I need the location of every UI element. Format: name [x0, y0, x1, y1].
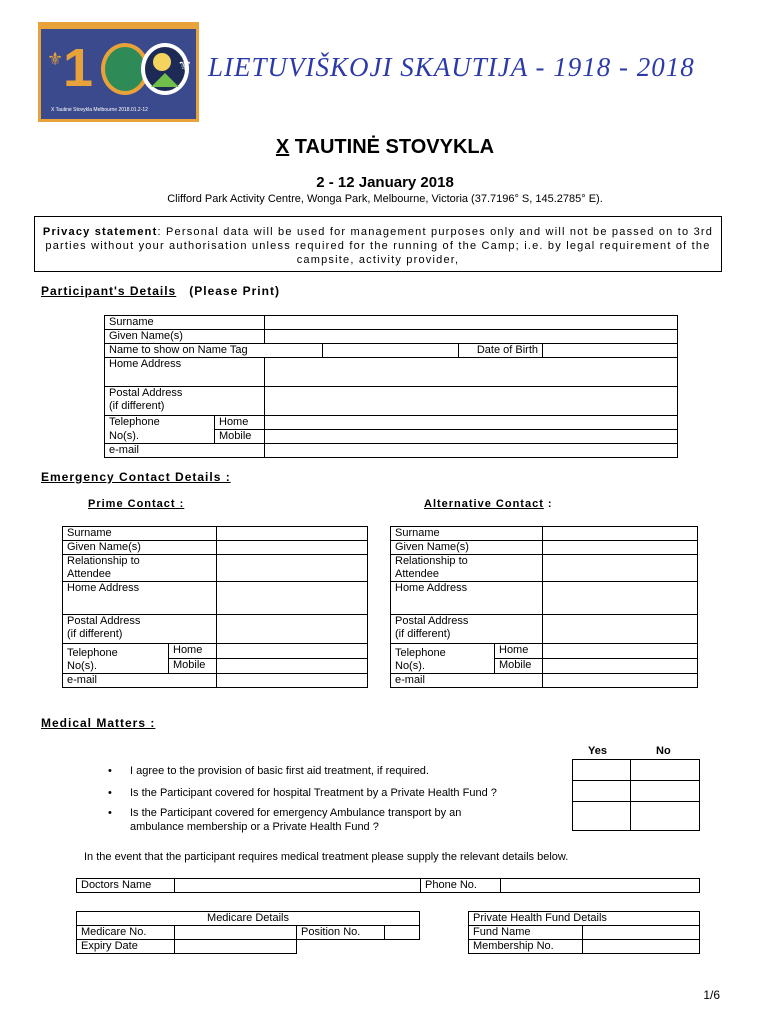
q3-yes-box[interactable]	[573, 802, 631, 831]
name-tag-label: Name to show on Name Tag	[105, 344, 323, 358]
prime-relationship-field[interactable]	[217, 555, 368, 582]
alt-relationship-field[interactable]	[543, 555, 698, 582]
phone-no-field[interactable]	[501, 879, 700, 893]
prime-address-field[interactable]	[217, 582, 368, 615]
prime-mobile-field[interactable]	[217, 659, 368, 674]
membership-no-label: Membership No.	[469, 940, 583, 954]
prime-surname-label: Surname	[63, 527, 217, 541]
no-column-label: No	[656, 745, 671, 757]
prime-home-field[interactable]	[217, 644, 368, 659]
dob-field[interactable]	[543, 344, 678, 358]
alt-email-field[interactable]	[543, 674, 698, 688]
yes-no-table	[572, 759, 700, 831]
yes-column-label: Yes	[588, 745, 607, 757]
privacy-label: Privacy statement	[42, 226, 158, 238]
surname-field[interactable]	[265, 316, 678, 330]
doctor-table	[76, 878, 700, 893]
private-fund-label: Private Health Fund Details	[469, 912, 700, 926]
fund-name-field[interactable]	[583, 926, 700, 940]
page-number: 1/6	[703, 988, 720, 1002]
question-first-aid: • I agree to the provision of basic first aid treatment, if required.	[108, 765, 429, 777]
privacy-statement	[34, 216, 722, 272]
given-names-label: Given Name(s)	[105, 330, 265, 344]
q1-yes-box[interactable]	[573, 760, 631, 781]
prime-postal-label: Postal Address (if different)	[63, 615, 217, 644]
dob-label: Date of Birth	[459, 344, 543, 358]
alt-surname-field[interactable]	[543, 527, 698, 541]
alt-relationship-label: Relationship to Attendee	[391, 555, 543, 582]
alt-postal-label: Postal Address (if different)	[391, 615, 543, 644]
prime-contact-heading: Prime Contact :	[88, 498, 185, 510]
question-ambulance-cover: • Is the Participant covered for emergency Ambulance transport by an ambulance membership or a Private Health Fund ?	[108, 807, 462, 833]
name-tag-field[interactable]	[323, 344, 459, 358]
alternative-contact-heading: Alternative Contact :	[424, 498, 553, 510]
alt-email-label: e-mail	[391, 674, 543, 688]
doctors-name-field[interactable]	[175, 879, 421, 893]
alt-home-field[interactable]	[543, 644, 698, 659]
medicare-details-label: Medicare Details	[77, 912, 420, 926]
q1-no-box[interactable]	[631, 760, 700, 781]
emergency-heading: Emergency Contact Details :	[41, 470, 231, 484]
participant-heading: Participant's Details (Please Print)	[41, 284, 280, 298]
telephone-label-2: No(s).	[105, 430, 215, 444]
alt-telephone-label: Telephone No(s).	[391, 644, 495, 674]
tent-icon	[151, 73, 179, 87]
prime-email-label: e-mail	[63, 674, 217, 688]
home-address-label: Home Address	[105, 358, 265, 387]
page-title: LIETUVIŠKOJI SKAUTIJA - 1918 - 2018	[208, 52, 695, 82]
alt-address-label: Home Address	[391, 582, 543, 615]
alt-surname-label: Surname	[391, 527, 543, 541]
fund-name-label: Fund Name	[469, 926, 583, 940]
camp-name	[0, 136, 770, 159]
mobile-label: Mobile	[215, 430, 265, 444]
email-label: e-mail	[105, 444, 265, 458]
alt-mobile-field[interactable]	[543, 659, 698, 674]
phone-no-label: Phone No.	[421, 879, 501, 893]
alternative-contact-table	[390, 526, 698, 688]
fleur-de-lis-icon: ⚜	[47, 49, 64, 69]
camp-venue: Clifford Park Activity Centre, Wonga Park, Melbourne, Victoria (37.7196° S, 145.2785° E).	[167, 193, 603, 205]
alt-given-label: Given Name(s)	[391, 541, 543, 555]
home-phone-field[interactable]	[265, 416, 678, 430]
given-names-field[interactable]	[265, 330, 678, 344]
position-no-field[interactable]	[385, 926, 420, 940]
prime-address-label: Home Address	[63, 582, 217, 615]
position-no-label: Position No.	[297, 926, 385, 940]
q2-no-box[interactable]	[631, 781, 700, 802]
prime-postal-field[interactable]	[217, 615, 368, 644]
participant-table	[104, 315, 678, 458]
alt-mobile-label: Mobile	[495, 659, 543, 674]
medicare-no-label: Medicare No.	[77, 926, 175, 940]
doctors-name-label: Doctors Name	[77, 879, 175, 893]
mobile-field[interactable]	[265, 430, 678, 444]
q2-yes-box[interactable]	[573, 781, 631, 802]
medicare-table	[76, 911, 420, 954]
expiry-date-label: Expiry Date	[77, 940, 175, 954]
logo-caption: X Tautinė Stovykla Melbourne 2018.01.2-12	[51, 107, 148, 113]
prime-given-label: Given Name(s)	[63, 541, 217, 555]
camp-dates: 2 - 12 January 2018	[316, 174, 454, 191]
privacy-text: : Personal data will be used for management purposes only and will not be passed on to 3rd parties without your authorisation unless required for the running of the Camp; i.e. by legal requirement of the campsite, activity provider,	[45, 226, 714, 266]
q3-no-box[interactable]	[631, 802, 700, 831]
surname-label: Surname	[105, 316, 265, 330]
camp-name-text: TAUTINĖ STOVYKLA	[289, 136, 495, 158]
postal-address-label: Postal Address (if different)	[105, 387, 265, 416]
medicare-no-field[interactable]	[175, 926, 297, 940]
prime-surname-field[interactable]	[217, 527, 368, 541]
question-hospital-cover: • Is the Participant covered for hospital Treatment by a Private Health Fund ?	[108, 787, 497, 799]
home-address-field[interactable]	[265, 358, 678, 387]
telephone-label: Telephone	[105, 416, 215, 430]
medical-heading: Medical Matters :	[41, 716, 156, 730]
roman-numeral: X	[275, 136, 290, 158]
membership-no-field[interactable]	[583, 940, 700, 954]
private-fund-table	[468, 911, 700, 954]
prime-home-label: Home	[169, 644, 217, 659]
alt-home-label: Home	[495, 644, 543, 659]
prime-email-field[interactable]	[217, 674, 368, 688]
lily-icon: ⚜	[177, 57, 192, 74]
prime-mobile-label: Mobile	[169, 659, 217, 674]
expiry-date-field[interactable]	[175, 940, 297, 954]
alt-postal-field[interactable]	[543, 615, 698, 644]
alt-given-field[interactable]	[543, 541, 698, 555]
medical-instruction: In the event that the participant requires medical treatment please supply the relevant details below.	[84, 851, 569, 863]
home-phone-label: Home	[215, 416, 265, 430]
alt-address-field[interactable]	[543, 582, 698, 615]
prime-contact-table	[62, 526, 368, 688]
prime-relationship-label: Relationship to Attendee	[63, 555, 217, 582]
prime-given-field[interactable]	[217, 541, 368, 555]
camp-logo: ⚜ 1 ⚜ X Tautinė Stovykla Melbourne 2018.01.2-12	[38, 22, 199, 122]
email-field[interactable]	[265, 444, 678, 458]
prime-telephone-label: Telephone No(s).	[63, 644, 169, 674]
postal-address-field[interactable]	[265, 387, 678, 416]
moon-icon	[153, 53, 171, 71]
